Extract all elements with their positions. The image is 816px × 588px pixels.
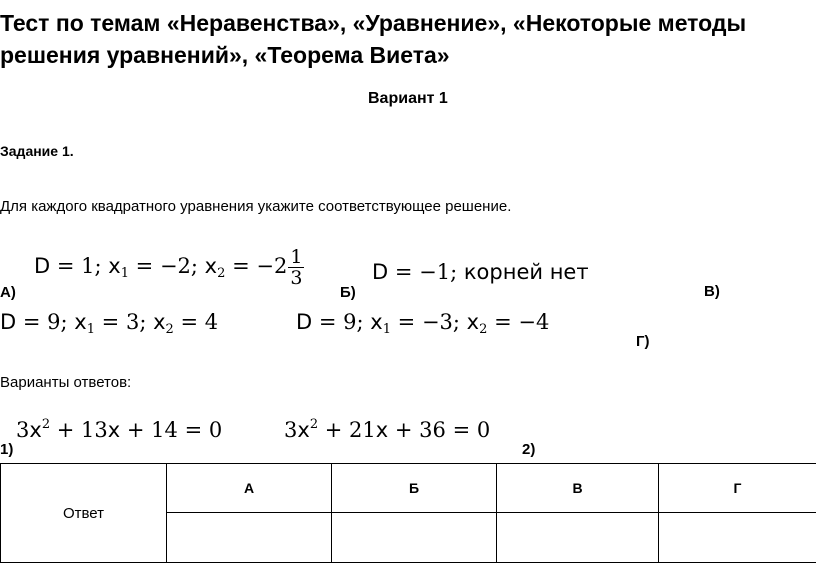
equation-2: $3x^2 + 21x + 36 = 0$ — [284, 417, 491, 442]
answer-table — [0, 463, 816, 563]
answer-cell-b[interactable] — [332, 513, 497, 563]
equation-2-label: 2) — [522, 441, 536, 458]
variant-heading: Вариант 1 — [368, 90, 448, 107]
fraction: $\frac{1}{3}$ — [290, 246, 303, 289]
answer-row-label: Ответ — [1, 464, 167, 563]
solution-g-formula: D = 9; $x_1 = -3$; $x_2 = -4$ — [296, 310, 550, 337]
answers-heading: Варианты ответов: — [0, 374, 132, 391]
answer-cell-v[interactable] — [497, 513, 659, 563]
solution-v-formula: D = 9; $x_1 = 3$; $x_2 = 4$ — [0, 310, 219, 337]
task-instruction: Для каждого квадратного уравнения укажите соответствующее решение. — [0, 198, 512, 215]
header-v: В — [497, 464, 659, 513]
equation-1: $3x^2 + 13x + 14 = 0$ — [16, 417, 223, 442]
title-line-2: решения уравнений», «Теорема Виета» — [0, 42, 450, 68]
header-g: Г — [659, 464, 816, 513]
solution-b-label: Б) — [340, 284, 356, 301]
solution-a-label: А) — [0, 284, 16, 301]
solution-a-formula: D = 1; $x_1 = -2$; $x_2 = -2$ $\frac{1}{3}$ — [34, 246, 303, 289]
equation-1-label: 1) — [0, 441, 14, 458]
header-a: А — [167, 464, 332, 513]
solution-g-label: Г) — [636, 333, 650, 350]
header-b: Б — [332, 464, 497, 513]
solution-v-label: В) — [704, 283, 720, 300]
answer-cell-g[interactable] — [659, 513, 816, 563]
solution-b-formula: D = −1; корней нет — [372, 260, 589, 284]
answer-cell-a[interactable] — [167, 513, 332, 563]
title-line-1: Тест по темам «Неравенства», «Уравнение», «Некоторые методы — [0, 10, 747, 36]
task-heading: Задание 1. — [0, 143, 74, 159]
